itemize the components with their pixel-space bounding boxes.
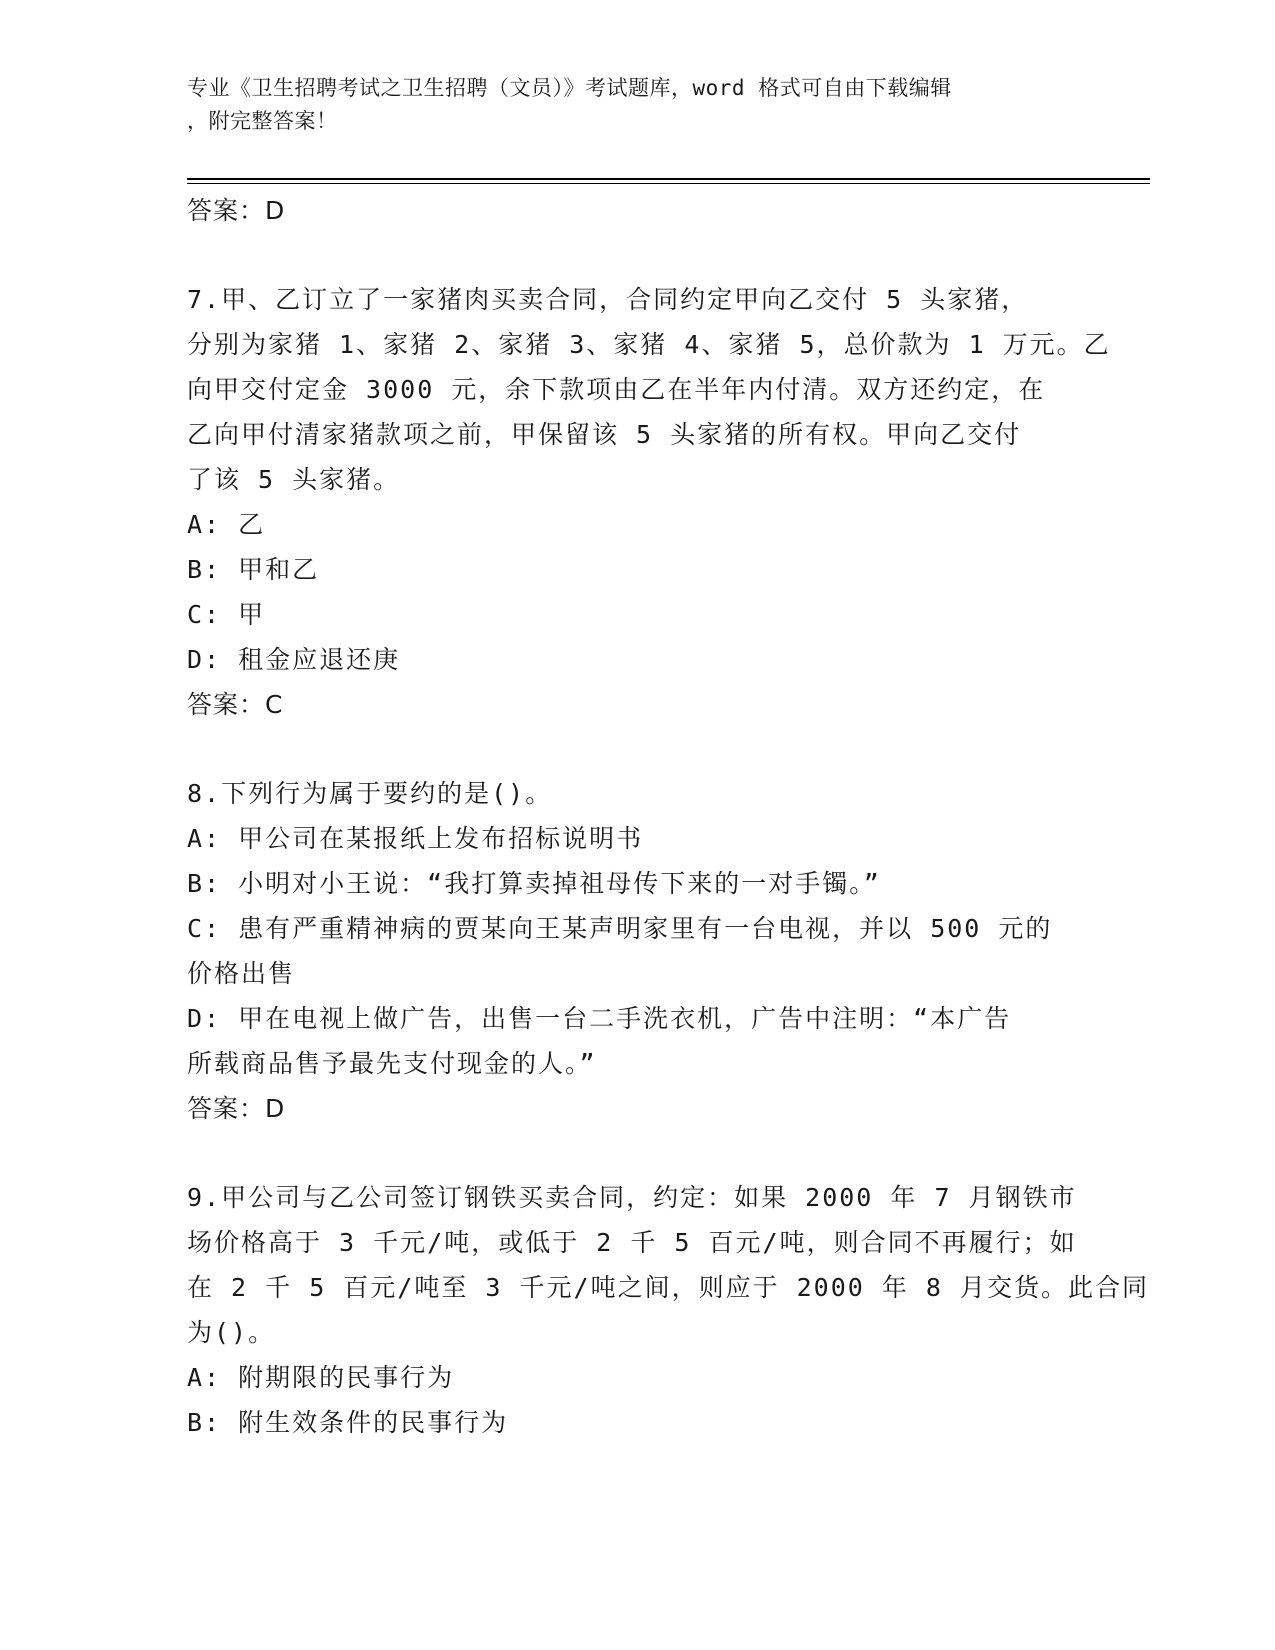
q7-line: 了该 5 头家猪。	[187, 465, 401, 494]
header-rule-thick	[187, 178, 1150, 180]
q8-option-c: C: 患有严重精神病的贾某向王某声明家里有一台电视，并以 500 元的	[187, 914, 1053, 943]
q9-option-b: B: 附生效条件的民事行为	[187, 1408, 509, 1437]
header-rule-thin	[187, 183, 1150, 184]
q7-line: 7.甲、乙订立了一家猪肉买卖合同，合同约定甲向乙交付 5 头家猪，	[187, 285, 1029, 314]
header-line-2: ，附完整答案！	[187, 109, 338, 133]
q7-line: 乙向甲付清家猪款项之前，甲保留该 5 头家猪的所有权。甲向乙交付	[187, 420, 1022, 449]
q8-option-d-cont: 所载商品售予最先支付现金的人。”	[187, 1049, 597, 1078]
q9-line: 为()。	[187, 1318, 276, 1347]
question-content	[187, 188, 1150, 1445]
spacer	[187, 727, 1087, 771]
q8-option-b: B: 小明对小王说：“我打算卖掉祖母传下来的一对手镯。”	[187, 869, 881, 898]
answer-q6: 答案：D	[187, 196, 286, 225]
q9-line: 9.甲公司与乙公司签订钢铁买卖合同，约定：如果 2000 年 7 月钢铁市	[187, 1183, 1077, 1212]
q7-option-d: D: 租金应退还庚	[187, 645, 401, 674]
spacer	[187, 1131, 1087, 1175]
q9-line: 在 2 千 5 百元/吨至 3 千元/吨之间，则应于 2000 年 8 月交货。此合同	[187, 1273, 1150, 1302]
q7-option-a: A: 乙	[187, 510, 266, 539]
question-9	[187, 1175, 1150, 1445]
q8-option-c-cont: 价格出售	[187, 959, 296, 988]
answer-q8: 答案：D	[187, 1094, 286, 1123]
question-7	[187, 277, 1111, 727]
q7-option-c: C: 甲	[187, 600, 266, 629]
q7-option-b: B: 甲和乙	[187, 555, 320, 584]
q9-line: 场价格高于 3 千元/吨，或低于 2 千 5 百元/吨，则合同不再履行；如	[187, 1228, 1077, 1257]
q8-option-d: D: 甲在电视上做广告，出售一台二手洗衣机，广告中注明：“本广告	[187, 1004, 1012, 1033]
q7-line: 分别为家猪 1、家猪 2、家猪 3、家猪 4、家猪 5，总价款为 1 万元。乙	[187, 330, 1111, 359]
answer-q7: 答案：C	[187, 690, 284, 719]
question-8	[187, 771, 1087, 1131]
page-header	[187, 72, 1067, 138]
header-line-1: 专业《卫生招聘考试之卫生招聘（文员）》考试题库，word 格式可自由下载编辑	[187, 76, 952, 100]
q7-line: 向甲交付定金 3000 元，余下款项由乙在半年内付清。双方还约定，在	[187, 375, 1046, 404]
q9-option-a: A: 附期限的民事行为	[187, 1363, 455, 1392]
q8-option-a: A: 甲公司在某报纸上发布招标说明书	[187, 824, 644, 853]
spacer	[187, 233, 1087, 277]
q8-line: 8.下列行为属于要约的是()。	[187, 779, 553, 808]
